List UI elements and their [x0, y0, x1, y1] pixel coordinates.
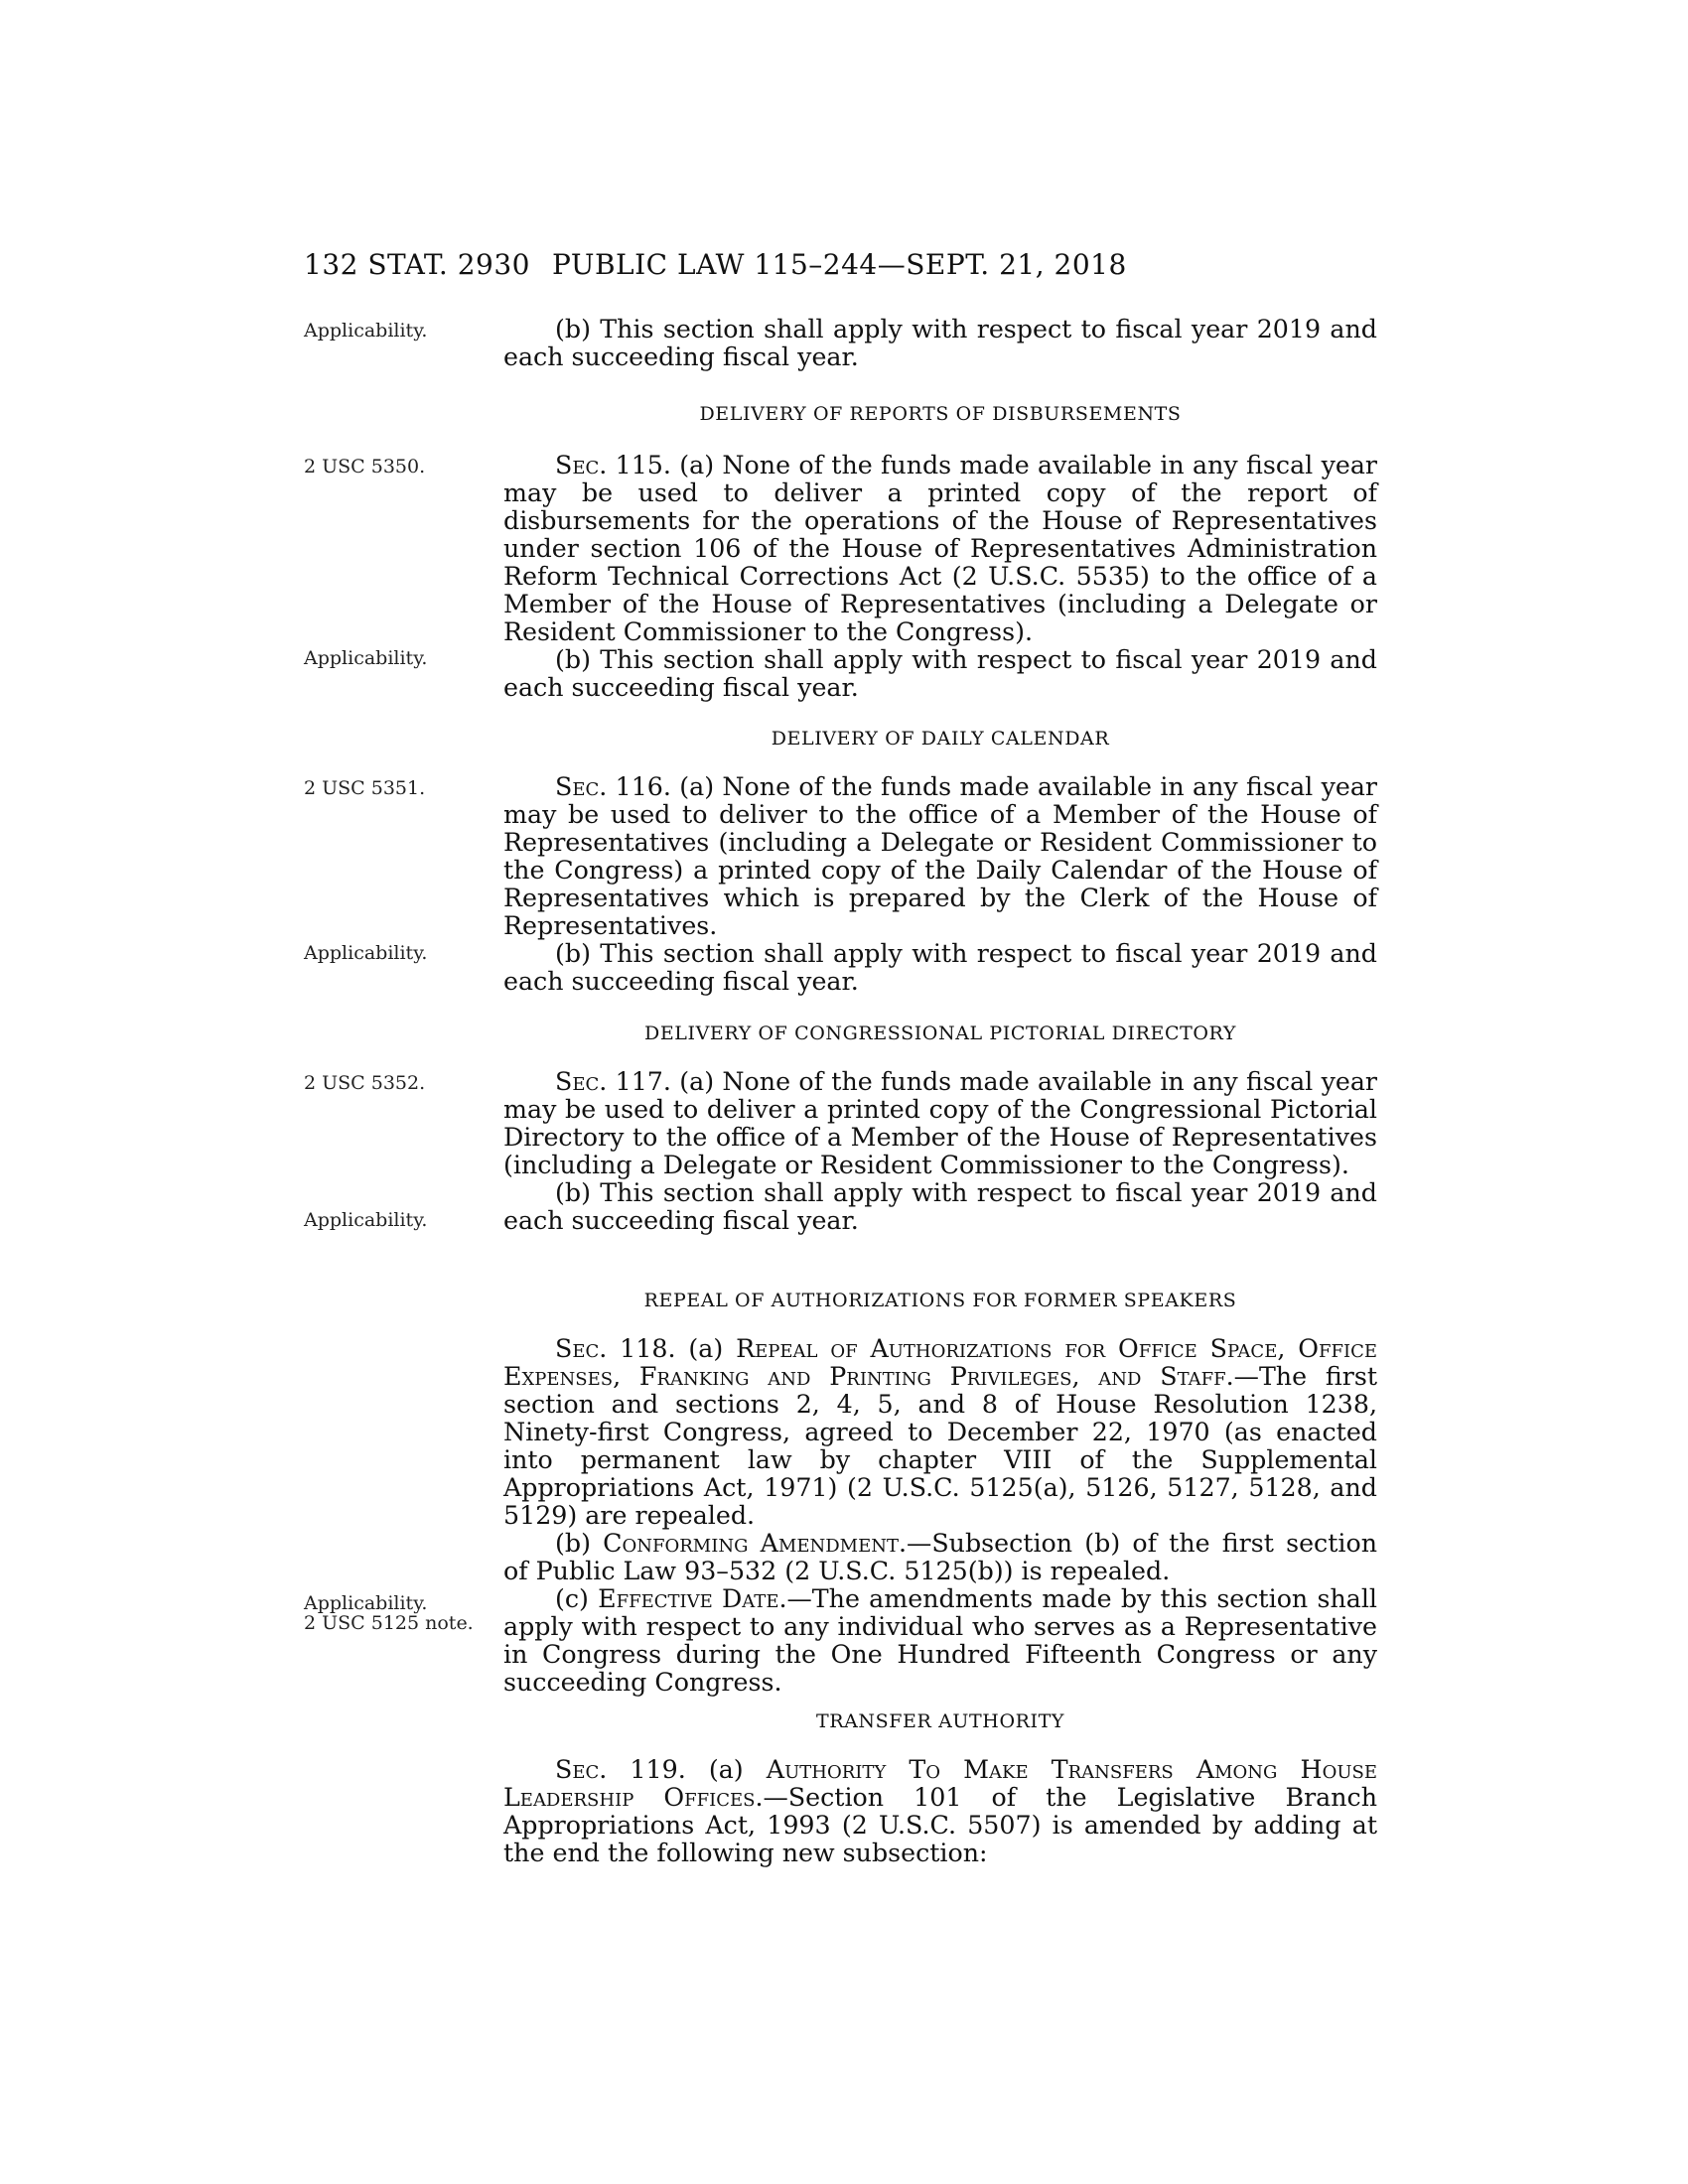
paragraph-text: —Subsection (b) of the first section of Public Law 93–532 (2 U.S.C. 5125(b)) is repealed.	[503, 1529, 1377, 1585]
section-118-c	[503, 1585, 1377, 1697]
sec-label: Sec.	[555, 772, 608, 801]
paragraph-text: —The amendments made by this section shall apply with respect to any individual who serves as a Representative in Congress during the One Hundred Fifteenth Congress or any succeeding Congress.	[503, 1584, 1377, 1697]
margin-note-usc: 2 USC 5351.	[304, 777, 426, 799]
sec-label: Sec.	[555, 1067, 608, 1096]
paragraph-number: 118. (a)	[607, 1334, 737, 1363]
section-118-b	[503, 1530, 1377, 1585]
paragraph-text: 115. (a) None of the funds made available in any fiscal year may be used to deliver a printed copy of the report of disbursements for the operations of the House of Representatives under section 106 of the House of Representatives Administration Reform Technical Corrections Act (2 U.S.C. 5535) to the office of a Member of the House of Representatives (including a Delegate or Resident Commissioner to the Congress).	[503, 451, 1377, 646]
section-118	[503, 1335, 1377, 1697]
section-heading-119: TRANSFER AUTHORITY	[815, 1710, 1065, 1732]
section-heading-118: REPEAL OF AUTHORIZATIONS FOR FORMER SPEAKERS	[643, 1290, 1237, 1311]
paragraph: (b) This section shall apply with respect to fiscal year 2019 and each succeeding fiscal year.	[503, 315, 1377, 371]
subsection-title: Authority To Make Transfers Among House Leadership Offices.	[503, 1755, 1377, 1812]
paragraph-number: (c)	[555, 1584, 599, 1613]
subsection-title: Effective Date.	[598, 1584, 787, 1613]
section-115	[503, 452, 1377, 702]
sec-label: Sec.	[555, 1755, 608, 1784]
subsection-title: Conforming Amendment.	[603, 1529, 908, 1558]
sec-label: Sec.	[555, 451, 608, 479]
margin-note-usc: 2 USC 5125 note.	[304, 1612, 474, 1634]
section-116-a	[503, 773, 1377, 940]
section-heading-116: DELIVERY OF DAILY CALENDAR	[771, 728, 1110, 750]
section-117-b: (b) This section shall apply with respect to fiscal year 2019 and each succeeding fiscal year.	[503, 1178, 1377, 1235]
subsection-title: Repeal of Authorizations for Office Space, Office Expenses, Franking and Printing Privileges, and Staff.	[503, 1334, 1377, 1391]
sec-label: Sec.	[555, 1334, 608, 1363]
section-119-a	[503, 1756, 1377, 1867]
paragraph-text: —The first section and sections 2, 4, 5, and 8 of House Resolution 1238, Ninety-first Congress, agreed to December 22, 1970 (as enacted into permanent law by chapter VIII of the Supplemental Appropriations Act, 1971) (2 U.S.C. 5125(a), 5126, 5127, 5128, and 5129) are repealed.	[503, 1362, 1377, 1530]
section-115-b: (b) This section shall apply with respect to fiscal year 2019 and each succeeding fiscal year.	[503, 645, 1377, 702]
stat-citation: 132 STAT. 2930	[304, 248, 530, 281]
paragraph-carryover	[503, 316, 1377, 371]
section-115-a	[503, 452, 1377, 646]
margin-note-applicability: Applicability.	[304, 942, 428, 964]
margin-note-usc: 2 USC 5352.	[304, 1072, 426, 1094]
paragraph-number: 119. (a)	[607, 1755, 767, 1784]
margin-note-applicability: Applicability.	[304, 647, 428, 669]
paragraph-text: 116. (a) None of the funds made available in any fiscal year may be used to deliver to the office of a Member of the House of Representatives (including a Delegate or Resident Commissioner to the Congress) a printed copy of the Daily Calendar of the House of Representatives which is prepared by the Clerk of the House of Representatives.	[503, 772, 1377, 940]
public-law-title: PUBLIC LAW 115–244—SEPT. 21, 2018	[552, 248, 1127, 281]
paragraph-number: (b)	[555, 1529, 604, 1558]
margin-note-applicability: Applicability.	[304, 1209, 428, 1231]
section-117-a	[503, 1068, 1377, 1179]
section-117	[503, 1068, 1377, 1235]
running-head	[304, 248, 1376, 288]
section-heading-115: DELIVERY OF REPORTS OF DISBURSEMENTS	[699, 403, 1182, 425]
paragraph-text: —Section 101 of the Legislative Branch Appropriations Act, 1993 (2 U.S.C. 5507) is amended by adding at the end the following new subsection:	[503, 1783, 1377, 1867]
section-116-b: (b) This section shall apply with respect to fiscal year 2019 and each succeeding fiscal year.	[503, 939, 1377, 996]
section-118-a	[503, 1335, 1377, 1530]
margin-note-applicability: Applicability.	[304, 1592, 428, 1614]
margin-note-usc: 2 USC 5350.	[304, 456, 426, 478]
section-heading-117: DELIVERY OF CONGRESSIONAL PICTORIAL DIRECTORY	[643, 1023, 1237, 1044]
section-116	[503, 773, 1377, 996]
section-119	[503, 1756, 1377, 1867]
margin-note-applicability: Applicability.	[304, 320, 428, 341]
paragraph-text: 117. (a) None of the funds made available in any fiscal year may be used to deliver a printed copy of the Congressional Pictorial Directory to the office of a Member of the House of Representatives (including a Delegate or Resident Commissioner to the Congress).	[503, 1067, 1377, 1179]
